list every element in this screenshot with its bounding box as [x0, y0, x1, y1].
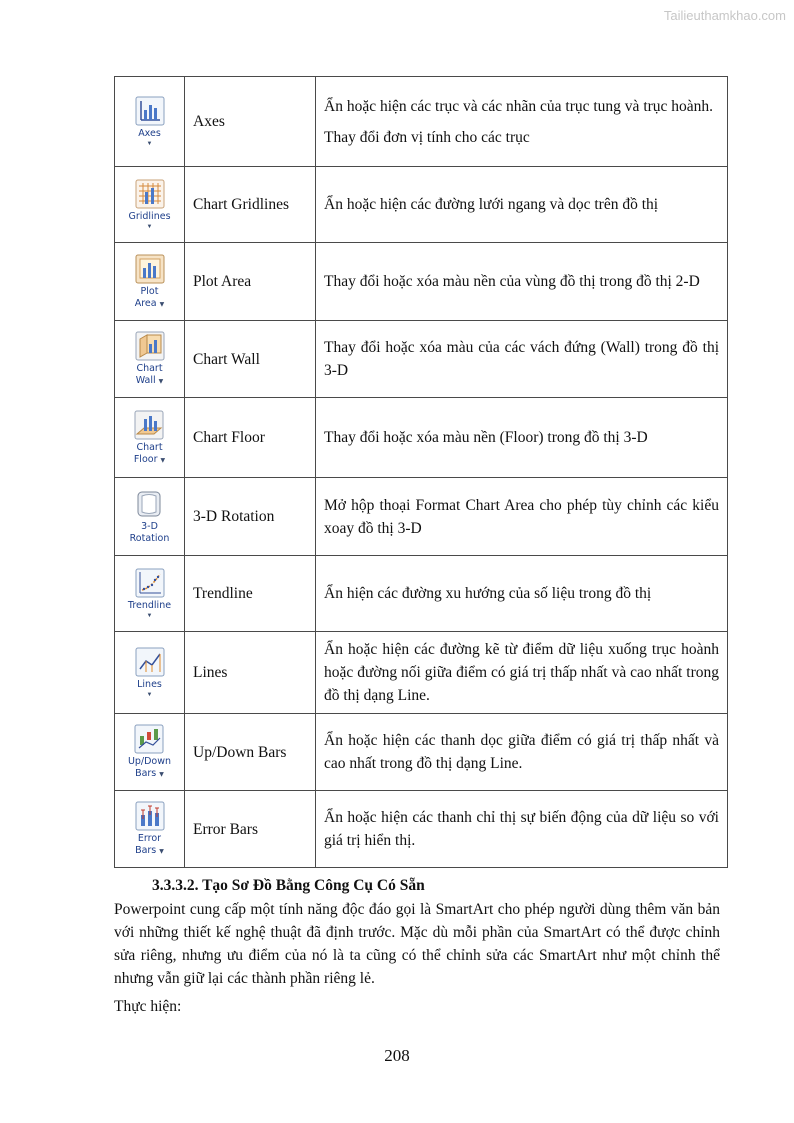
feature-description: Thay đổi hoặc xóa màu của các vách đứng (Wall) trong đồ thị 3-D: [316, 321, 728, 398]
body-paragraph: Powerpoint cung cấp một tính năng độc đáo gọi là SmartArt cho phép người dùng thêm văn bản với những thiết kế nghệ thuật đã định trước. Mặc dù mỗi phần của SmartArt có thể được chỉnh sửa riêng, nhưng ưu điểm của nó là ta cũng có thể chỉnh sửa các SmartArt như một chỉnh thể nhưng vẫn giữ lại các thành phần riêng lẻ.: [114, 901, 720, 987]
ribbon-label: Up/Down: [127, 756, 172, 767]
ribbon-button-3d-rotation[interactable]: [115, 478, 185, 556]
error-bars-icon: [135, 801, 165, 831]
ribbon-label: Trendline: [127, 599, 172, 611]
feature-description: Ẩn hiện các đường xu hướng của số liệu trong đồ thị: [316, 556, 728, 632]
table-row: [115, 321, 728, 398]
ribbon-label: Chart: [136, 441, 163, 453]
ribbon-button-up-down-bars[interactable]: [115, 714, 185, 791]
dropdown-arrow-icon: ▼: [146, 691, 153, 698]
feature-name: Trendline: [185, 556, 316, 632]
dropdown-arrow-icon: ▼: [146, 223, 153, 230]
table-row: [115, 478, 728, 556]
feature-name: Axes: [185, 77, 316, 167]
up-down-bars-icon: [134, 724, 164, 754]
chart-floor-icon: [134, 410, 164, 440]
watermark: Tailieuthamkhao.com: [663, 8, 786, 23]
ribbon-label: Bars ▼: [135, 768, 164, 779]
ribbon-button-plot-area[interactable]: [115, 243, 185, 321]
ribbon-label: Wall ▼: [135, 375, 164, 386]
chart-wall-icon: [135, 331, 165, 361]
ribbon-label: Gridlines: [128, 210, 171, 222]
lines-icon: [135, 647, 165, 677]
feature-description: Ẩn hoặc hiện các thanh dọc giữa điểm có giá trị thấp nhất và cao nhất trong đồ thị dạng Line.: [316, 714, 728, 791]
feature-description: Thay đổi hoặc xóa màu nền (Floor) trong đồ thị 3-D: [316, 398, 728, 478]
feature-description: Ẩn hoặc hiện các đường lưới ngang và dọc trên đồ thị: [316, 167, 728, 243]
feature-description: Ẩn hoặc hiện các trục và các nhãn của trục tung và trục hoành. Thay đổi đơn vị tính cho các trục: [316, 77, 728, 167]
feature-name: Error Bars: [185, 791, 316, 868]
dropdown-arrow-icon: ▼: [160, 456, 166, 464]
ribbon-label: Area ▼: [134, 297, 165, 309]
ribbon-label: Bars ▼: [135, 845, 164, 856]
ribbon-button-lines[interactable]: [115, 632, 185, 714]
dropdown-arrow-icon: ▼: [146, 612, 153, 619]
table-row: [115, 398, 728, 478]
ribbon-label: Error: [137, 833, 162, 844]
ribbon-button-error-bars[interactable]: [115, 791, 185, 868]
ribbon-label: Chart: [136, 363, 163, 374]
page-number: 208: [384, 1046, 410, 1065]
axes-icon: [135, 96, 165, 126]
feature-name: Chart Wall: [185, 321, 316, 398]
plot-area-icon: [135, 254, 165, 284]
body-paragraph: Thực hiện:: [114, 998, 182, 1015]
3d-rotation-icon: [134, 489, 164, 519]
ribbon-label: Lines: [137, 678, 162, 690]
table-row: [115, 556, 728, 632]
table-row: [115, 632, 728, 714]
table-row: [115, 791, 728, 868]
ribbon-label: Rotation: [129, 532, 170, 544]
dropdown-arrow-icon: ▼: [158, 378, 164, 385]
feature-name: Up/Down Bars: [185, 714, 316, 791]
ribbon-button-trendline[interactable]: [115, 556, 185, 632]
feature-name: Lines: [185, 632, 316, 714]
ribbon-label: Plot: [140, 285, 159, 297]
ribbon-button-gridlines[interactable]: [115, 167, 185, 243]
ribbon-label: 3-D: [141, 520, 158, 532]
feature-description: Ẩn hoặc hiện các đường kẽ từ điểm dữ liệu xuống trục hoành hoặc đường nối giữa điểm có giá trị thấp nhất và cao nhất trong đồ thị dạng Line.: [316, 632, 728, 714]
dropdown-arrow-icon: ▼: [159, 771, 164, 778]
ribbon-label: Axes: [138, 127, 161, 139]
feature-name: Chart Floor: [185, 398, 316, 478]
feature-description: Ẩn hoặc hiện các thanh chỉ thị sự biến động của dữ liệu so với giá trị hiển thị.: [316, 791, 728, 868]
feature-name: Chart Gridlines: [185, 167, 316, 243]
trendline-icon: [135, 568, 165, 598]
dropdown-arrow-icon: ▼: [159, 848, 164, 855]
table-row: [115, 714, 728, 791]
ribbon-label: Floor ▼: [133, 453, 166, 465]
chart-layout-table: [114, 76, 728, 868]
feature-description: Mở hộp thoại Format Chart Area cho phép tùy chỉnh các kiểu xoay đồ thị 3-D: [316, 478, 728, 556]
ribbon-button-axes[interactable]: [115, 77, 185, 167]
table-row: [115, 243, 728, 321]
feature-name: Plot Area: [185, 243, 316, 321]
ribbon-button-chart-wall[interactable]: [115, 321, 185, 398]
dropdown-arrow-icon: ▼: [146, 140, 153, 147]
dropdown-arrow-icon: ▼: [159, 300, 165, 308]
table-row: [115, 77, 728, 167]
section-heading: 3.3.3.2. Tạo Sơ Đồ Bằng Công Cụ Có Sẵn: [152, 877, 425, 894]
ribbon-button-chart-floor[interactable]: [115, 398, 185, 478]
feature-description: Thay đổi hoặc xóa màu nền của vùng đồ thị trong đồ thị 2-D: [316, 243, 728, 321]
table-row: [115, 167, 728, 243]
feature-name: 3-D Rotation: [185, 478, 316, 556]
gridlines-icon: [135, 179, 165, 209]
